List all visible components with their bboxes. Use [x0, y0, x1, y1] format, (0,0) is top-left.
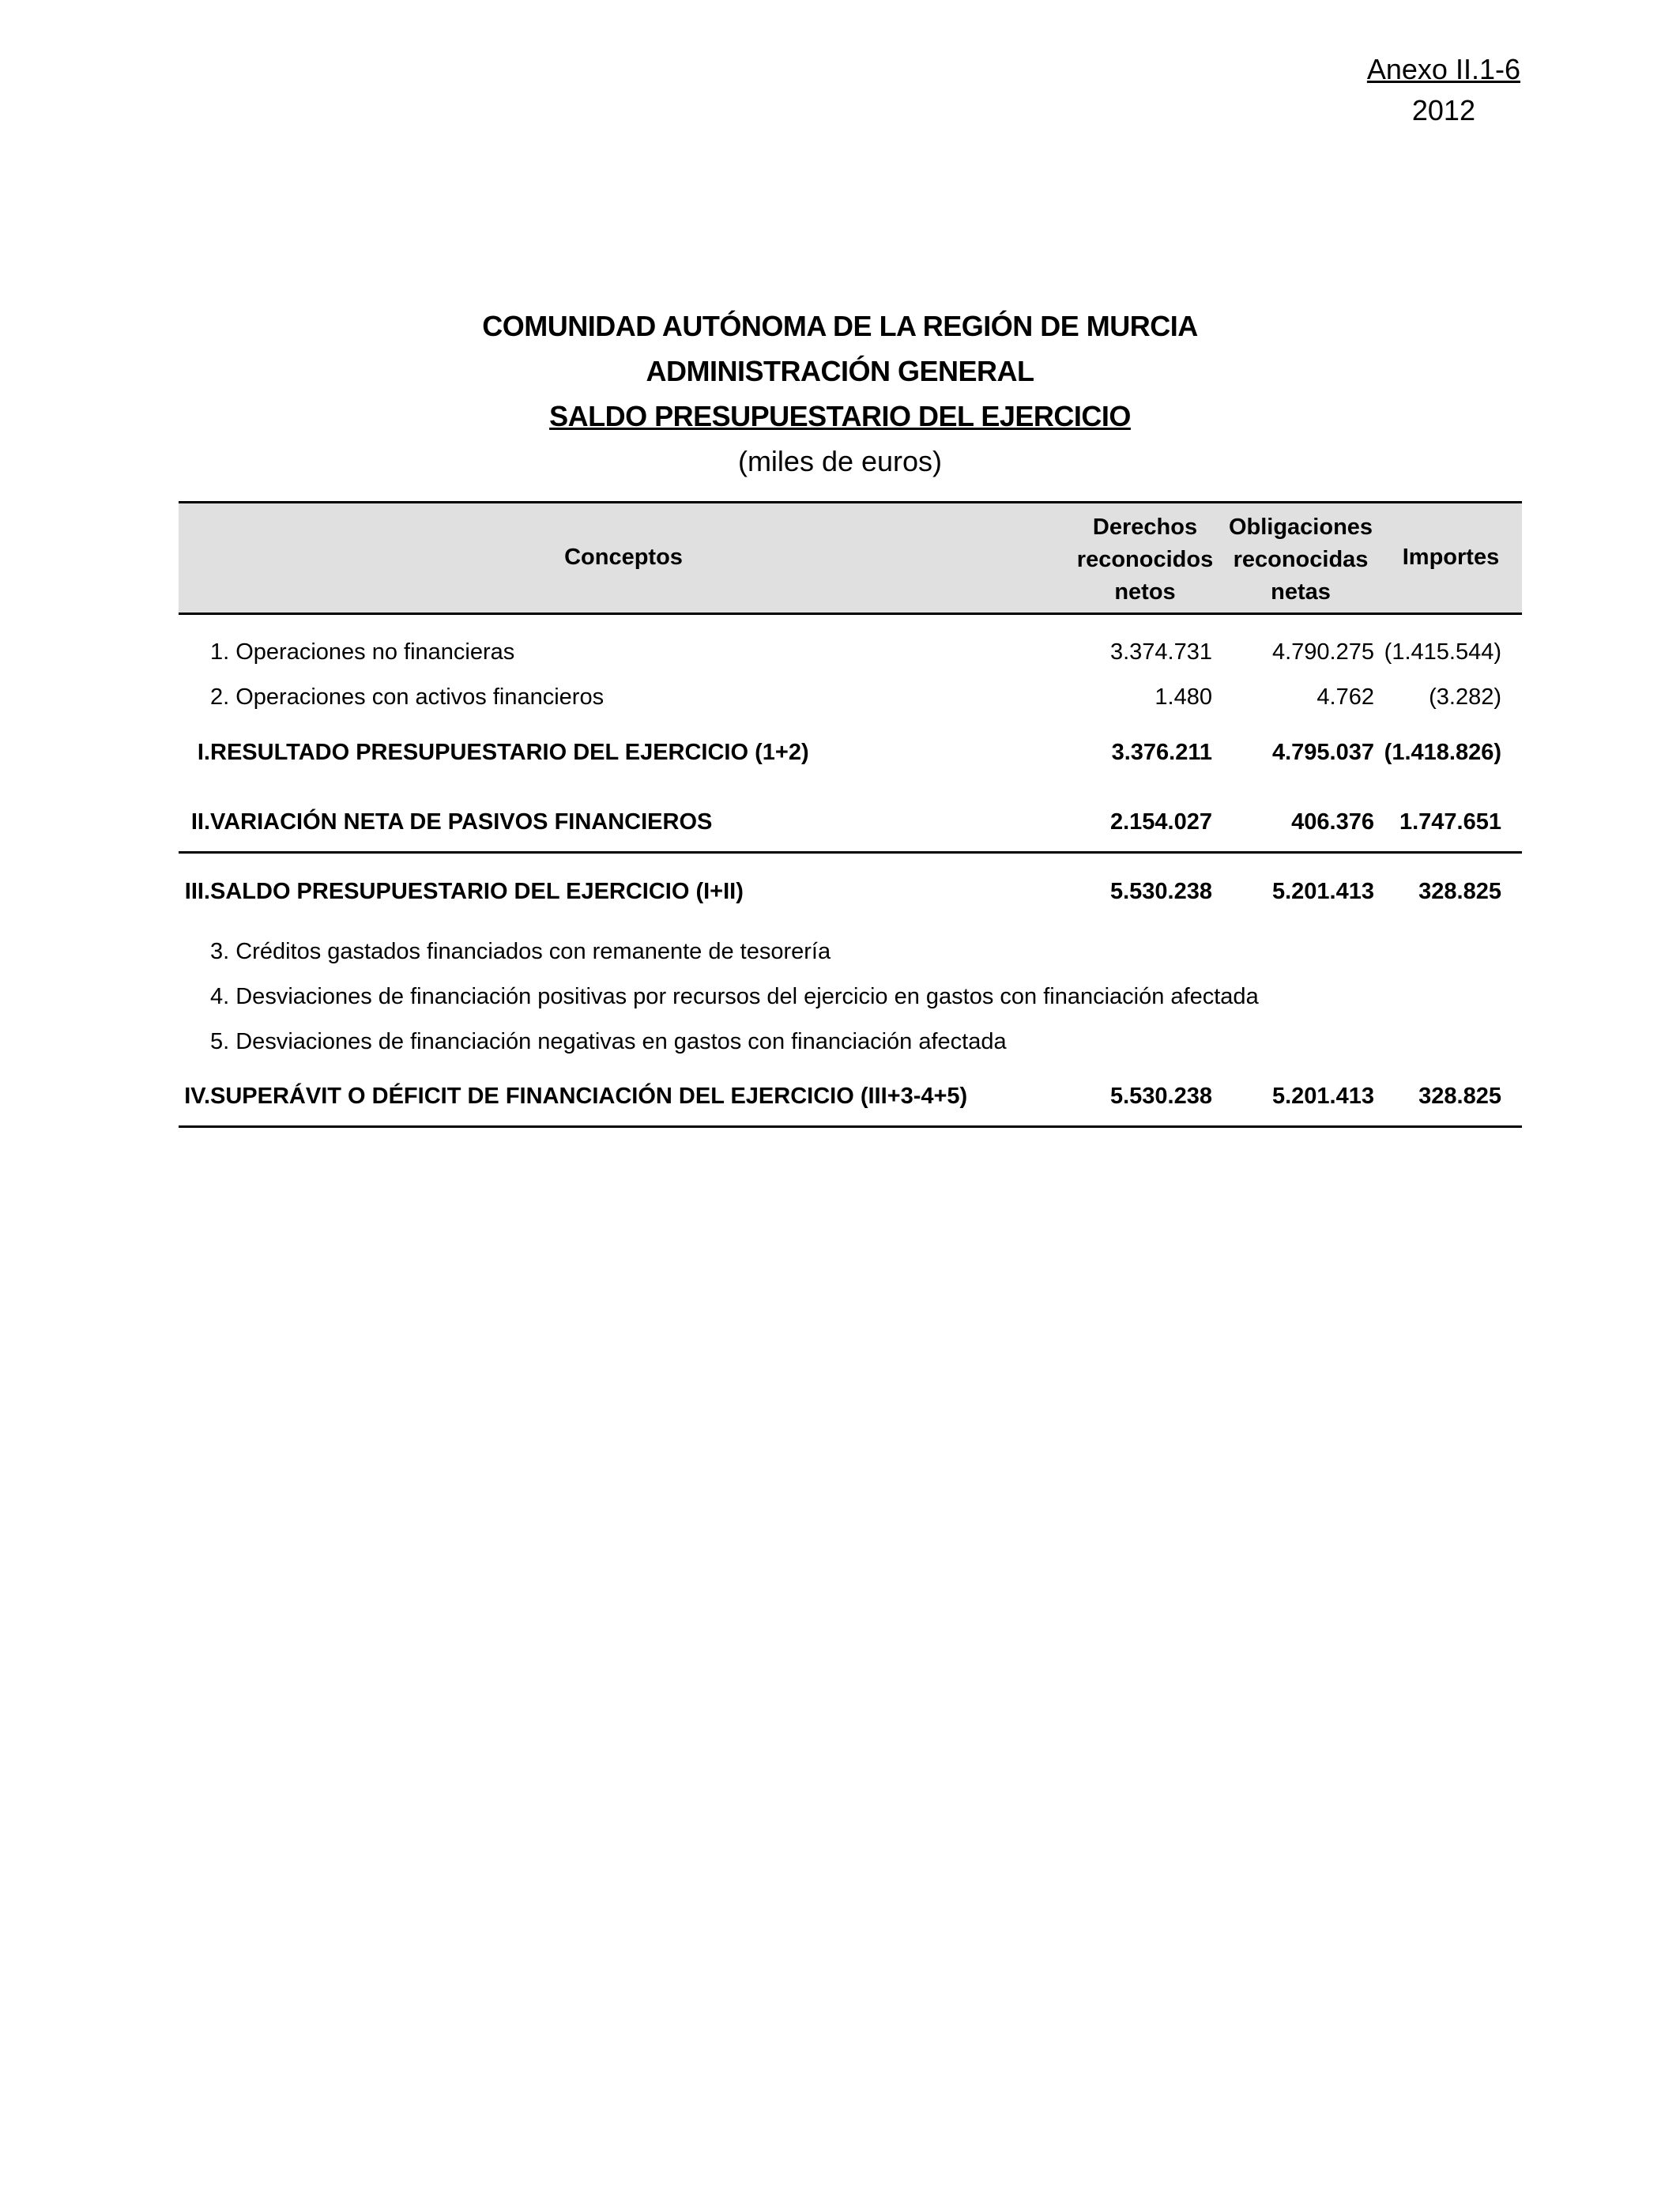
title-administration: ADMINISTRACIÓN GENERAL [646, 355, 1034, 387]
row-label: 2. Operaciones con activos financieros [210, 684, 605, 710]
annex-header [1367, 49, 1520, 131]
header-obligaciones-line2: reconocidas [1233, 547, 1369, 572]
row-label: 5. Desviaciones de financiación negativas en gastos con financiación afectada [210, 1029, 1007, 1054]
row-label: SUPERÁVIT O DÉFICIT DE FINANCIACIÓN DEL EJERCICIO (III+3-4+5) [210, 1084, 968, 1109]
row-number: IV. [184, 1084, 210, 1109]
annex-code: Anexo II.1-6 [1366, 53, 1520, 85]
table-row [179, 633, 1522, 671]
row-derechos: 2.154.027 [1109, 809, 1212, 835]
row-obligaciones: 5.201.413 [1271, 879, 1374, 904]
header-obligaciones-line3: netas [1271, 579, 1331, 605]
header-derechos-line2: reconocidos [1076, 547, 1214, 572]
row-number: I. [197, 740, 210, 765]
row-label: 1. Operaciones no financieras [210, 639, 515, 665]
document-titles [0, 303, 1680, 484]
row-label: RESULTADO PRESUPUESTARIO DEL EJERCICIO (1+2) [210, 740, 809, 765]
table-bottom-border [179, 1125, 1522, 1128]
table-row [179, 803, 1522, 841]
row-obligaciones: 4.795.037 [1271, 740, 1374, 765]
annex-year: 2012 [1411, 94, 1475, 126]
row-derechos: 5.530.238 [1109, 879, 1212, 904]
row-obligaciones: 5.201.413 [1271, 1084, 1374, 1109]
row-derechos: 1.480 [1155, 684, 1212, 710]
title-units: (miles de euros) [737, 445, 943, 477]
row-importes: 328.825 [1418, 879, 1501, 904]
header-derechos-line1: Derechos [1092, 515, 1198, 540]
row-number: II. [190, 809, 210, 835]
header-obligaciones-line1: Obligaciones [1228, 515, 1373, 540]
table-row [179, 678, 1522, 716]
row-obligaciones: 4.762 [1317, 684, 1374, 710]
header-derechos-line3: netos [1114, 579, 1176, 605]
row-derechos: 5.530.238 [1109, 1084, 1212, 1109]
table-header [179, 501, 1522, 615]
row-label: SALDO PRESUPUESTARIO DEL EJERCICIO (I+II) [210, 879, 744, 904]
table-row [179, 873, 1522, 910]
header-concepts: Conceptos [564, 545, 683, 570]
row-number: III. [184, 879, 210, 904]
row-importes: 1.747.651 [1399, 809, 1501, 835]
header-derechos [1068, 511, 1222, 609]
table-row [179, 1023, 1522, 1061]
budget-table [179, 501, 1522, 1109]
row-obligaciones: 4.790.275 [1271, 639, 1374, 665]
header-importes: Importes [1402, 545, 1500, 570]
row-obligaciones: 406.376 [1291, 809, 1374, 835]
title-report: SALDO PRESUPUESTARIO DEL EJERCICIO [549, 400, 1131, 432]
row-label: VARIACIÓN NETA DE PASIVOS FINANCIEROS [210, 809, 713, 835]
table-row [179, 933, 1522, 971]
title-organization: COMUNIDAD AUTÓNOMA DE LA REGIÓN DE MURCIA [482, 310, 1198, 342]
table-row [179, 733, 1522, 771]
row-importes: 328.825 [1418, 1084, 1501, 1109]
table-row [179, 1077, 1522, 1115]
row-importes: (1.418.826) [1384, 740, 1501, 765]
table-row [179, 978, 1522, 1016]
row-derechos: 3.374.731 [1109, 639, 1212, 665]
row-label: 4. Desviaciones de financiación positivas por recursos del ejercicio en gastos con financiación afectada [210, 984, 1259, 1009]
row-importes: (3.282) [1429, 684, 1501, 710]
row-derechos: 3.376.211 [1111, 740, 1212, 765]
row-label: 3. Créditos gastados financiados con remanente de tesorería [210, 939, 831, 964]
section-divider [179, 851, 1522, 854]
row-importes: (1.415.544) [1384, 639, 1501, 665]
header-obligaciones [1222, 511, 1380, 609]
